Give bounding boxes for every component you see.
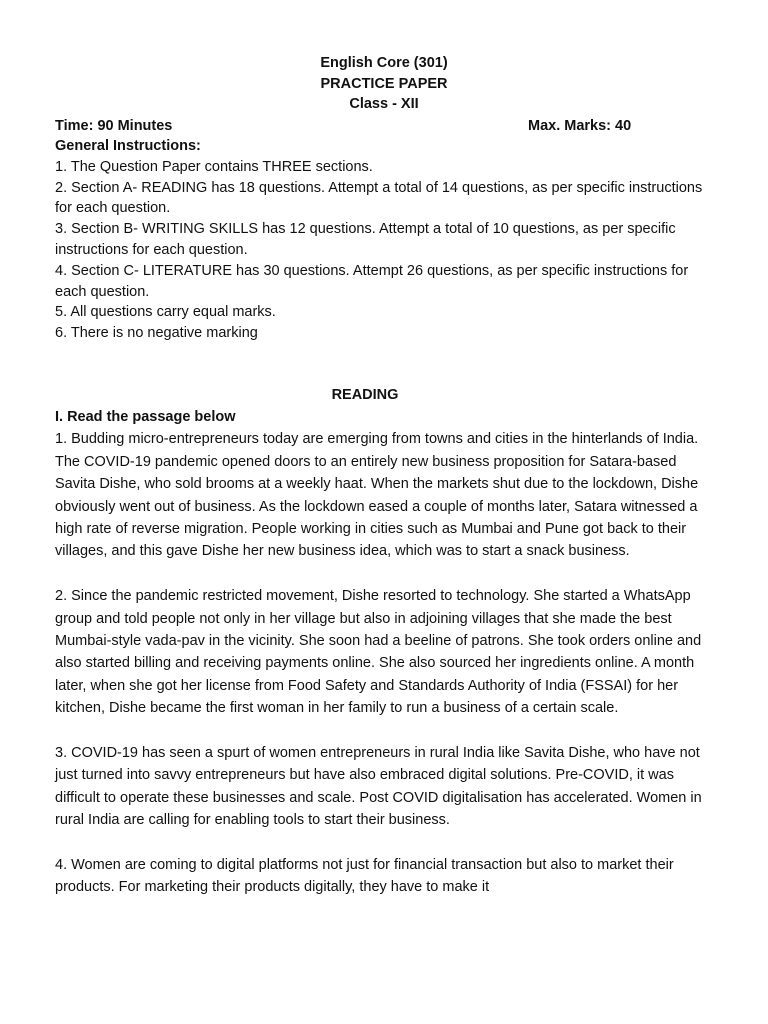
reading-passage bbox=[55, 406, 715, 921]
passage-paragraph: 3. COVID-19 has seen a spurt of women entrepreneurs in rural India like Savita Dishe, who have not just turned into savvy entrepreneurs but have also embraced digital solutions. Pre-COVID, it was difficult to operate these businesses and scale. Post COVID digitalisation has accelerated. Women in rural India are calling for enabling tools to start their business. bbox=[55, 745, 702, 829]
reading-section-title: READING bbox=[331, 387, 399, 403]
instruction-item: 1. The Question Paper contains THREE sections. bbox=[55, 158, 373, 175]
passage-paragraph: 1. Budding micro-entrepreneurs today are emerging from towns and cities in the hinterlands of India. The COVID-19 pandemic opened doors to an entirely new business proposition for Satara-based Savita Dishe, who sold brooms at a weekly haat. When the markets shut due to the lockdown, Dishe obviously went out of business. As the lockdown eased a couple of months later, Satara witnessed a high rate of reverse migration. People working in cities such as Mumbai and Pune got back to their villages, and this gave Dishe her new business idea, which was to start a snack business. bbox=[55, 431, 699, 560]
passage-heading: I. Read the passage below bbox=[55, 409, 236, 425]
class-title: Class - XII bbox=[349, 96, 419, 112]
paper-header bbox=[0, 53, 768, 115]
instructions-heading: General Instructions: bbox=[55, 138, 201, 154]
time-allowed: Time: 90 Minutes bbox=[55, 118, 173, 134]
instruction-item: 5. All questions carry equal marks. bbox=[55, 304, 276, 321]
paper-type-title: PRACTICE PAPER bbox=[320, 75, 448, 92]
passage-paragraph: 4. Women are coming to digital platforms not just for financial transaction but also to market their products. For marketing their products digitally, they have to make it bbox=[55, 857, 674, 896]
max-marks: Max. Marks: 40 bbox=[528, 118, 632, 134]
subject-title: English Core (301) bbox=[320, 55, 448, 71]
passage-paragraph: 2. Since the pandemic restricted movement, Dishe resorted to technology. She started a WhatsApp group and told people not only in her village but also in adjoining villages that she made the best Mumbai-style vada-pav in the vicinity. She soon had a beeline of patrons. She took orders online and also started billing and receiving payments online. She also sourced her ingredients online. A month later, when she got her license from Food Safety and Standards Authority of India (FSSAI) for her kitchen, Dishe became the first woman in her family to run a business of a certain scale. bbox=[55, 588, 702, 717]
instruction-item: 4. Section C- LITERATURE has 30 questions. Attempt 26 questions, as per specific instructions for each question. bbox=[55, 262, 689, 300]
instruction-item: 2. Section A- READING has 18 questions. Attempt a total of 14 questions, as per specific instructions for each question. bbox=[55, 179, 703, 217]
general-instructions bbox=[55, 136, 715, 344]
instruction-item: 3. Section B- WRITING SKILLS has 12 questions. Attempt a total of 10 questions, as per specific instructions for each question. bbox=[55, 221, 676, 258]
instruction-item: 6. There is no negative marking bbox=[55, 325, 258, 342]
